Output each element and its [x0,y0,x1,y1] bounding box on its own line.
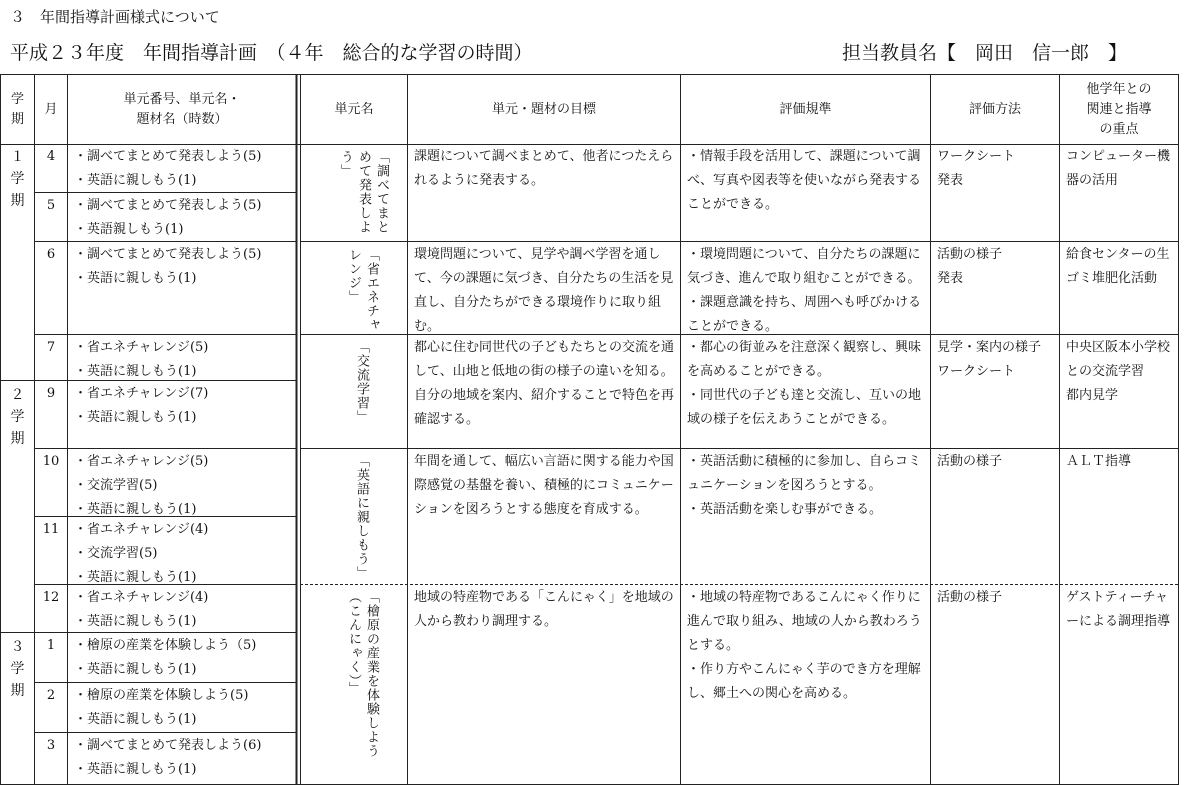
month-cell: 11 [42,522,60,537]
method-cell: 活動の様子 [937,454,1003,469]
method-cell: 活動の様子 [937,590,1003,605]
month-cell: 6 [46,247,56,262]
month-cell: 3 [46,738,56,753]
criteria-cell: ・英語活動に積極的に参加し、自らコミュニケーションを図ろうとする。 ・英語活動を楽しむ事ができる。 [687,454,922,517]
header-term: 学 期 [10,91,24,127]
month-cell: 5 [46,198,56,213]
month-cell: 9 [46,386,56,401]
month-cell: 1 [46,638,56,653]
unit-list-cell: ・檜原の産業を体験しよう(5) ・英語に親しもう(1) [74,688,249,727]
relation-cell: コンピューター機器の活用 [1066,149,1171,188]
month-cell: 2 [46,688,56,703]
term-1: １ 学 期 [10,149,25,209]
header-criteria: 評価規準 [779,101,832,117]
criteria-cell: ・地域の特産物であるこんにゃく作りに進んで取り組み、地域の人から教わろうとする。 ・作り方やこんにゃく芋のでき方を理解し、郷土への関心を高める。 [687,590,922,701]
relation-cell: ゲストティーチャーによる調理指導 [1066,590,1171,629]
goal-cell: 地域の特産物である「こんにゃく」を地域の人から教わり調理する。 [414,590,674,629]
unit-list-cell: ・省エネチャレンジ(4) ・英語に親しもう(1) [74,590,209,629]
unit-list-cell: ・省エネチャレンジ(5) ・交流学習(5) ・英語に親しもう(1) [74,454,209,516]
criteria-cell: ・情報手段を活用して、課題について調べ、写真や図表等を使いながら発表することができる。 [687,149,922,212]
unit-list-cell: ・省エネチャレンジ(4) ・交流学習(5) ・英語に親しもう(1) [74,522,209,584]
relation-cell: 給食センターの生ゴミ堆肥化活動 [1066,247,1170,286]
criteria-cell: ・都心の街並みを注意深く観察し、興味を高めることができる。 ・同世代の子ども達と交流し、互いの地域の様子を伝えあうことができる。 [687,340,922,427]
method-cell: ワークシート 発表 [937,149,1016,188]
unit-list-cell: ・調べてまとめて発表しよう(5) ・英語親しもう(1) [74,198,262,237]
month-cell: 7 [46,340,56,355]
goal-cell: 都心に住む同世代の子どもたちとの交流を通して、山地と低地の街の様子の違いを知る。 自分の地域を案内、紹介することで特色を再確認する。 [414,340,675,427]
unit-name-cell: 「檜原の産業を体験しよう（こんにゃく）」 [346,590,379,758]
criteria-cell: ・環境問題について、自分たちの課題に気づき、進んで取り組むことができる。 ・課題意識を持ち、周囲へも呼びかけることができる。 [687,247,922,333]
unit-list-cell: ・調べてまとめて発表しよう(5) ・英語に親しもう(1) [74,149,262,188]
method-cell: 活動の様子 発表 [937,247,1003,286]
term-2: ２ 学 期 [10,387,25,447]
term-3: ３ 学 期 [10,639,25,699]
relation-cell: 中央区阪本小学校との交流学習 都内見学 [1066,340,1171,403]
unit-name-cell: 「交流学習」 [354,340,369,424]
header-method: 評価方法 [968,101,1021,117]
month-cell: 12 [42,590,60,605]
header-goal: 単元・題材の目標 [491,101,596,117]
unit-list-cell: ・調べてまとめて発表しよう(5) ・英語に親しもう(1) [74,247,262,286]
plan-title: 平成２３年度 年間指導計画 （４年 総合的な学習の時間） [10,42,533,64]
relation-cell: ＡＬＴ指導 [1066,454,1132,469]
unit-list-cell: ・調べてまとめて発表しよう(6) ・英語に親しもう(1) [74,738,262,777]
header-unit-list: 単元番号、単元名・ 題材名（時数） [123,91,241,127]
month-cell: 10 [42,454,60,469]
unit-list-cell: ・省エネチャレンジ(7) ・英語に親しもう(1) [74,386,209,425]
header-unit-name: 単元名 [334,101,374,117]
unit-list-cell: ・省エネチャレンジ(5) ・英語に親しもう(1) [74,340,209,379]
goal-cell: 年間を通して、幅広い言語に関する能力や国際感覚の基盤を養い、積極的にコミュニケーションを図ろうとする態度を育成する。 [414,454,674,517]
goal-cell: 環境問題について、見学や調べ学習を通して、今の課題に気づき、自分たちの生活を見直し、自分たちができる環境作りに取り組む。 [414,247,674,333]
unit-list-cell: ・檜原の産業を体験しよう（5) ・英語に親しもう(1) [74,638,257,677]
teacher-name: 担当教員名【 岡田 信一郎 】 [842,42,1128,64]
section-title: ３ 年間指導計画様式について [10,8,220,26]
unit-name-cell: 「省エネチャレンジ」 [346,248,379,332]
header-month: 月 [44,101,58,117]
unit-name-cell: 「調べてまとめて発表しよう」 [338,150,389,234]
unit-name-cell: 「英語に親しもう」 [354,454,369,580]
method-cell: 見学・案内の様子 ワークシート [937,340,1042,379]
goal-cell: 課題について調べまとめて、他者につたえられるように発表する。 [414,149,674,188]
header-relation: 他学年との 関連と指導 の重点 [1086,81,1152,137]
month-cell: 4 [46,149,56,164]
